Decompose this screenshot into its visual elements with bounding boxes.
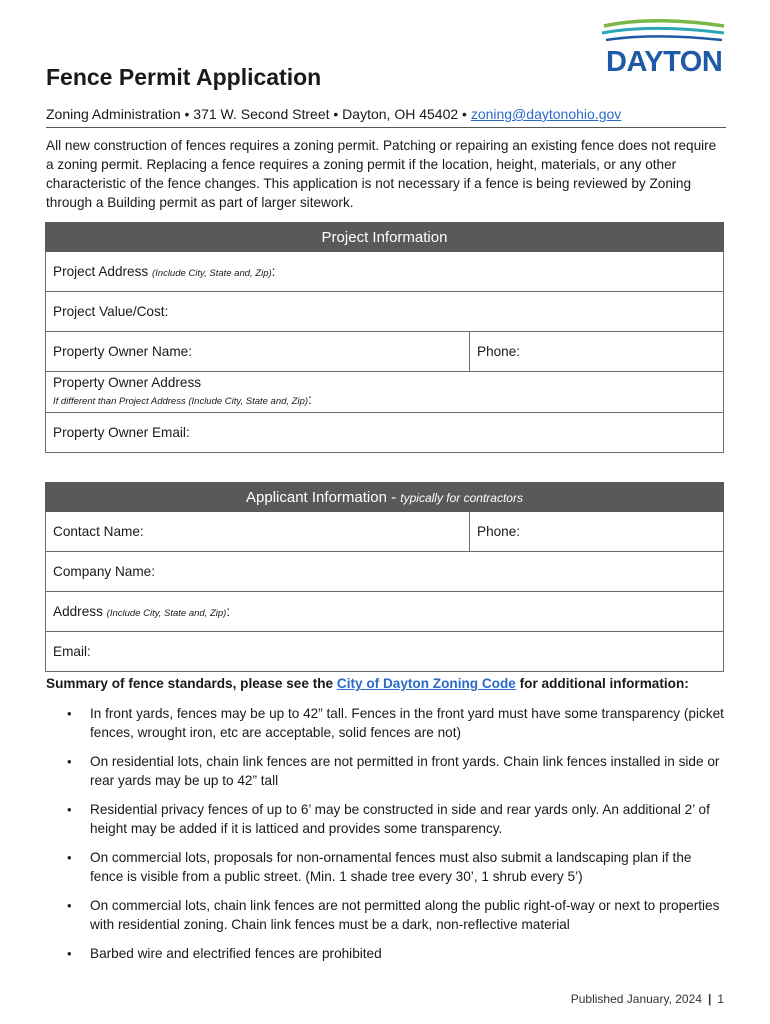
project-address-note: (Include City, State and, Zip)	[151, 268, 272, 279]
page-title: Fence Permit Application	[46, 64, 322, 90]
applicant-address-colon: :	[226, 604, 231, 619]
owner-address-field[interactable]	[46, 372, 724, 413]
list-item-text: Barbed wire and electrified fences are prohibited	[90, 946, 382, 961]
published-date: Published January, 2024	[570, 992, 702, 1006]
summary-heading	[46, 676, 689, 691]
applicant-header-title: Applicant Information -	[246, 488, 401, 506]
project-information-table	[45, 222, 724, 453]
contact-line	[46, 106, 726, 128]
owner-address-note: If different than Project Address (Include City, State and, Zip)	[53, 396, 309, 407]
bullet-icon: •	[67, 850, 72, 865]
list-item	[46, 800, 726, 838]
intro-paragraph: All new construction of fences requires a zoning permit. Patching or repairing an existing fence does not require a zoning permit. Replacing a fence requires a zoning permit if the location, height, materials, or any other characteristic of the fence changes. This application is not necessary if a fence is being reviewed by Zoning through a Building permit as part of larger sitework.	[46, 138, 717, 210]
fence-standards-list	[46, 704, 726, 973]
applicant-header-sub: typically for contractors	[400, 490, 523, 505]
company-name-field[interactable]	[46, 552, 724, 592]
summary-suffix: for additional information:	[515, 676, 689, 691]
owner-address-label: Property Owner Address	[53, 375, 202, 390]
list-item-text: On residential lots, chain link fences are not permitted in front yards. Chain link fences installed in side or rear yards may be up to 42” tall	[90, 754, 720, 788]
applicant-phone-field[interactable]	[470, 512, 724, 552]
list-item	[46, 944, 726, 963]
owner-email-label: Property Owner Email:	[53, 425, 190, 440]
owner-phone-label: Phone:	[477, 344, 521, 359]
applicant-address-field[interactable]	[46, 592, 724, 632]
project-address-field[interactable]	[46, 252, 724, 292]
owner-name-label: Property Owner Name:	[53, 344, 193, 359]
company-name-label: Company Name:	[53, 564, 155, 579]
page-footer	[571, 992, 724, 1006]
owner-address-colon: :	[308, 392, 312, 407]
applicant-header	[46, 483, 724, 512]
logo-swoosh-icon	[600, 18, 728, 48]
project-address-label: Project Address	[53, 264, 152, 279]
list-item	[46, 704, 726, 742]
project-value-field[interactable]	[46, 292, 724, 332]
applicant-address-label: Address	[53, 604, 107, 619]
applicant-phone-label: Phone:	[477, 524, 521, 539]
logo-text: DAYTON	[606, 46, 723, 78]
list-item-text: Residential privacy fences of up to 6’ may be constructed in side and rear yards only. An additional 2’ of height may be added if it is latticed and provides some transparency.	[90, 802, 710, 836]
project-value-label: Project Value/Cost:	[53, 304, 169, 319]
bullet-icon: •	[67, 946, 72, 961]
project-header: Project Information	[46, 223, 724, 252]
zoning-code-link[interactable]: City of Dayton Zoning Code	[336, 676, 516, 691]
list-item	[46, 896, 726, 934]
bullet-icon: •	[67, 754, 72, 769]
project-address-colon: :	[271, 264, 276, 279]
bullet-icon: •	[67, 898, 72, 913]
list-item-text: On commercial lots, proposals for non-ornamental fences must also submit a landscaping plan if the fence is visible from a public street. (Min. 1 shade tree every 30’, 1 shrub every 5’)	[90, 850, 692, 884]
applicant-information-table	[45, 482, 724, 672]
bullet-icon: •	[67, 706, 72, 721]
list-item	[46, 752, 726, 790]
applicant-address-note: (Include City, State and, Zip)	[106, 608, 227, 619]
bullet-icon: •	[67, 802, 72, 817]
list-item	[46, 848, 726, 886]
dayton-logo	[600, 18, 728, 80]
contact-address: Zoning Administration • 371 W. Second Street • Dayton, OH 45402 •	[46, 106, 471, 122]
applicant-email-label: Email:	[53, 644, 91, 659]
contact-name-label: Contact Name:	[53, 524, 144, 539]
owner-name-field[interactable]	[46, 332, 470, 372]
contact-email-link[interactable]: zoning@daytonohio.gov	[470, 106, 622, 122]
summary-prefix: Summary of fence standards, please see the	[46, 676, 337, 691]
contact-name-field[interactable]	[46, 512, 470, 552]
list-item-text: On commercial lots, chain link fences are not permitted along the public right-of-way or next to properties with residential zoning. Chain link fences must be a dark, non-reflective material	[90, 898, 720, 932]
applicant-email-field[interactable]	[46, 632, 724, 672]
list-item-text: In front yards, fences may be up to 42” tall. Fences in the front yard must have some transparency (picket fences, wrought iron, etc are acceptable, solid fences are not)	[90, 706, 724, 740]
page-number: 1	[717, 992, 724, 1006]
owner-email-field[interactable]	[46, 413, 724, 453]
footer-separator: |	[707, 992, 712, 1006]
owner-phone-field[interactable]	[470, 332, 724, 372]
